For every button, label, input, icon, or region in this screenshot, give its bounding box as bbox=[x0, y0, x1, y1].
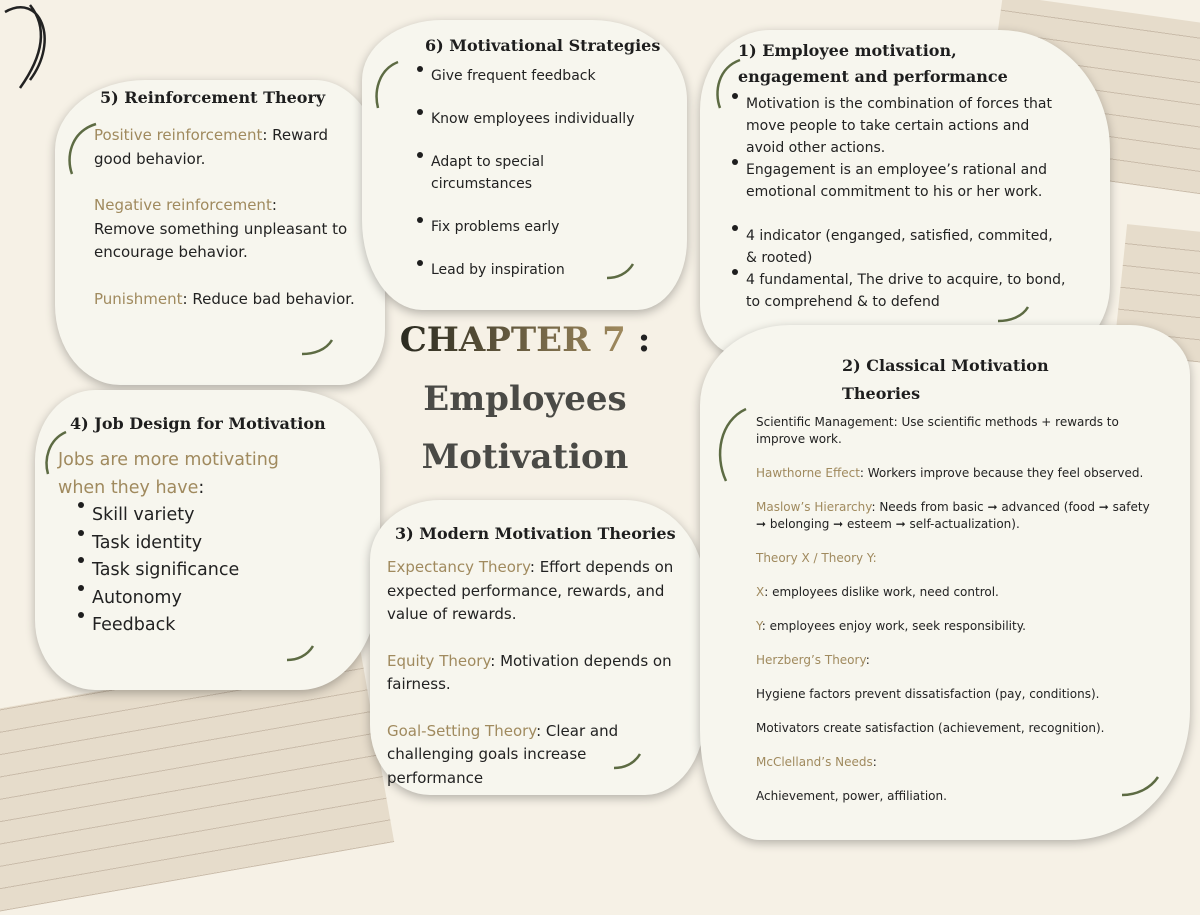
strategy-item: Lead by inspiration bbox=[415, 260, 655, 282]
job-design-list bbox=[76, 502, 336, 640]
classical-needs: Achievement, power, affiliation. bbox=[756, 789, 947, 803]
engagement-item: 4 indicator (enganged, satisfied, commited, & rooted) bbox=[730, 225, 1066, 269]
modern-title: 3) Modern Motivation Theories bbox=[395, 524, 676, 543]
classical-scientific: Scientific Management: Use scientific methods + rewards to improve work. bbox=[756, 415, 1119, 446]
leaf-icon bbox=[996, 305, 1030, 325]
classical-x: X: employees dislike work, need control. bbox=[756, 585, 999, 599]
classical-motivators: Motivators create satisfaction (achievement, recognition). bbox=[756, 721, 1105, 735]
leaf-icon bbox=[1120, 775, 1160, 799]
leaf-icon bbox=[605, 262, 635, 282]
classical-theory-xy: Theory X / Theory Y: bbox=[756, 551, 877, 565]
engagement-title: 1) Employee motivation, engagement and performance bbox=[738, 41, 1008, 86]
strategies-list bbox=[415, 66, 655, 281]
job-design-item: Autonomy bbox=[76, 585, 336, 613]
modern-goal-setting: Goal-Setting Theory: Clear and challenging goals increase performance bbox=[387, 721, 619, 787]
job-design-title: 4) Job Design for Motivation bbox=[70, 414, 326, 433]
reinforcement-list bbox=[94, 124, 364, 311]
modern-list bbox=[387, 556, 692, 790]
job-design-item: Feedback bbox=[76, 612, 336, 640]
chapter-title: Employees Motivation bbox=[421, 379, 629, 477]
modern-expectancy: Expectancy Theory: Effort depends on expected performance, rewards, and value of rewards. bbox=[387, 558, 674, 623]
strategy-item: Adapt to special circumstances bbox=[415, 152, 571, 195]
classical-hygiene: Hygiene factors prevent dissatisfaction (pay, conditions). bbox=[756, 687, 1100, 701]
reinforcement-title: 5) Reinforcement Theory bbox=[100, 88, 326, 107]
strategy-item: Know employees individually bbox=[415, 109, 655, 131]
job-design-item: Task identity bbox=[76, 530, 336, 558]
classical-title: 2) Classical Motivation Theories bbox=[842, 356, 1049, 403]
job-design-item: Skill variety bbox=[76, 502, 336, 530]
engagement-item: Engagement is an employee’s rational and emotional commitment to his or her work. bbox=[730, 159, 1066, 203]
classical-hawthorne: Hawthorne Effect: Workers improve because they feel observed. bbox=[756, 466, 1144, 480]
scribble-decoration bbox=[0, 0, 70, 100]
chapter-label: CHAPTER 7 : bbox=[399, 320, 651, 360]
engagement-list bbox=[730, 93, 1070, 313]
classical-maslow: Maslow’s Hierarchy: Needs from basic ➞ advanced (food ➞ safety ➞ belonging ➞ esteem ➞ self-actualization). bbox=[756, 500, 1150, 531]
reinforcement-negative: Negative reinforcement: Remove something unpleasant to encourage behavior. bbox=[94, 196, 348, 261]
classical-y: Y: employees enjoy work, seek responsibility. bbox=[756, 619, 1026, 633]
leaf-icon bbox=[368, 58, 402, 112]
job-design-intro: Jobs are more motivating when they have: bbox=[58, 450, 279, 498]
leaf-icon bbox=[710, 405, 750, 485]
reinforcement-positive: Positive reinforcement: Reward good behavior. bbox=[94, 126, 329, 168]
strategy-item: Fix problems early bbox=[415, 217, 655, 239]
classical-mcclelland: McClelland’s Needs: bbox=[756, 755, 877, 769]
leaf-icon bbox=[285, 644, 315, 664]
chapter-heading bbox=[380, 318, 670, 486]
engagement-item: Motivation is the combination of forces that move people to take certain actions and avoid other actions. bbox=[730, 93, 1056, 159]
leaf-icon bbox=[300, 338, 334, 358]
modern-equity: Equity Theory: Motivation depends on fairness. bbox=[387, 651, 672, 693]
strategies-title: 6) Motivational Strategies bbox=[425, 36, 661, 55]
engagement-item: 4 fundamental, The drive to acquire, to bond, to comprehend & to defend bbox=[730, 269, 1066, 313]
strategy-item: Give frequent feedback bbox=[415, 66, 655, 88]
leaf-icon bbox=[612, 752, 642, 772]
job-design-item: Task significance bbox=[76, 557, 336, 585]
classical-herzberg: Herzberg’s Theory: bbox=[756, 653, 870, 667]
classical-content bbox=[756, 414, 1161, 805]
reinforcement-punishment: Punishment: Reduce bad behavior. bbox=[94, 289, 355, 308]
